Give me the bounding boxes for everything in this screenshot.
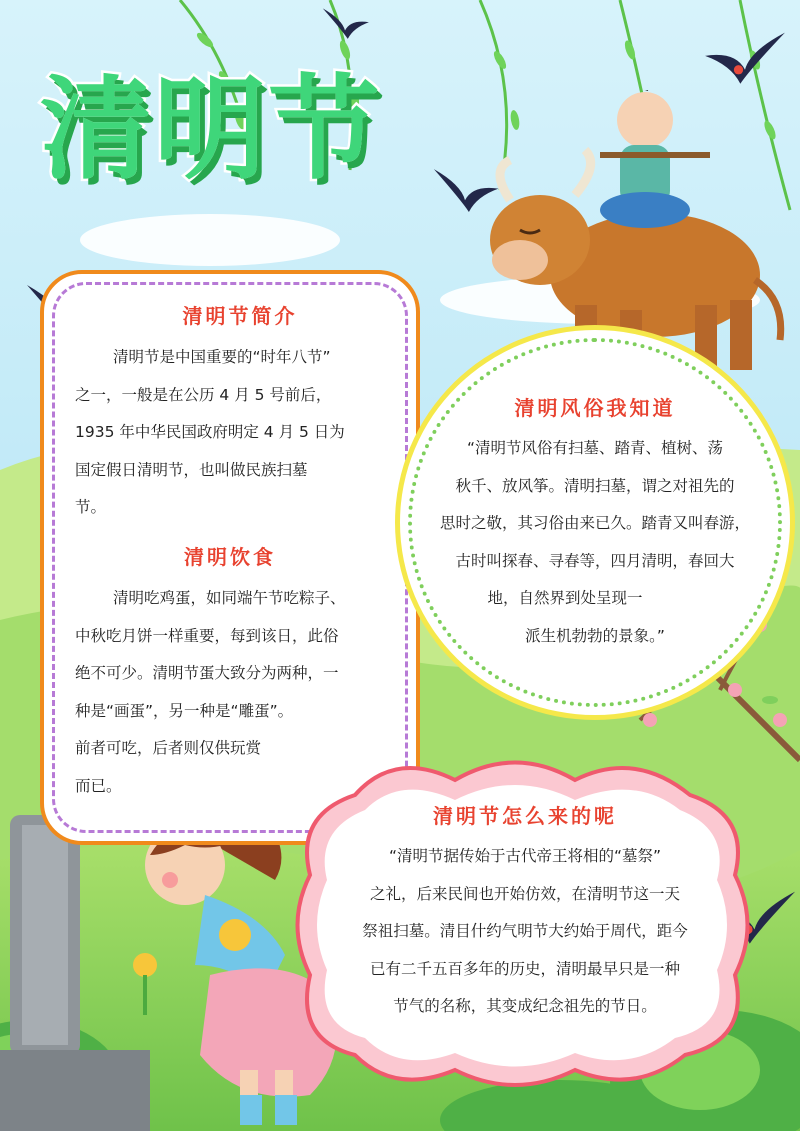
customs-line: 地，自然界到处呈现一 [487, 589, 643, 607]
swallow-bird-3 [700, 28, 790, 93]
customs-line: 派生机勃勃的景象。” [525, 626, 665, 645]
swallow-bird-4 [430, 165, 500, 220]
intro-line: 之一，一般是在公历 4 月 5 号前后， [75, 385, 332, 404]
food-line: 而已。 [75, 776, 122, 795]
origin-line: 祭祖扫墓。清目什约气明节大约始于周代，距今 [362, 922, 688, 940]
page-title: 清明节 [40, 65, 382, 195]
customs-line: 思时之敬，其习俗由来已久。踏青又叫春游， [439, 514, 750, 532]
origin-text [310, 838, 740, 1026]
customs-line: “清明节风俗有扫墓、踏青、植树、荡 [466, 439, 724, 457]
intro-heading: 清明节简介 [182, 304, 298, 328]
intro-line: 清明节是中国重要的“时年八节” [113, 348, 331, 366]
food-line: 清明吃鸡蛋，如同端午节吃粽子、 [113, 589, 346, 607]
food-line: 中秋吃月饼一样重要，每到该日，此俗 [75, 626, 339, 645]
origin-line: 已有二千五百多年的历史，清明最早只是一种 [369, 959, 680, 978]
origin-heading: 清明节怎么来的呢 [433, 804, 617, 828]
intro-text [75, 339, 345, 527]
intro-line: 国定假日清明节，也叫做民族扫墓 [75, 460, 308, 479]
intro-line: 节。 [75, 498, 107, 516]
food-line: 种是“画蛋”，另一种是“雕蛋”。 [75, 701, 294, 720]
food-line: 前者可吃，后者则仅供玩赏 [75, 739, 262, 757]
customs-text [410, 430, 780, 655]
food-line: 绝不可少。清明节蛋大致分为两种，一 [75, 664, 339, 682]
origin-line: 节气的名称，其变成纪念祖先的节日。 [393, 997, 657, 1015]
intro-line: 1935 年中华民国政府明定 4 月 5 日为 [75, 423, 345, 441]
origin-line: 之礼，后来民间也开始仿效，在清明节这一天 [369, 884, 680, 903]
customs-heading: 清明风俗我知道 [514, 396, 676, 420]
food-heading: 清明饮食 [184, 545, 276, 569]
swallow-bird-2 [320, 5, 370, 45]
customs-line: 秋千、放风筝。清明扫墓，谓之对祖先的 [455, 476, 735, 495]
customs-line: 古时叫探春、寻春等，四月清明，春回大 [455, 551, 735, 570]
origin-line: “清明节据传始于古代帝王将相的“墓祭” [388, 847, 662, 865]
